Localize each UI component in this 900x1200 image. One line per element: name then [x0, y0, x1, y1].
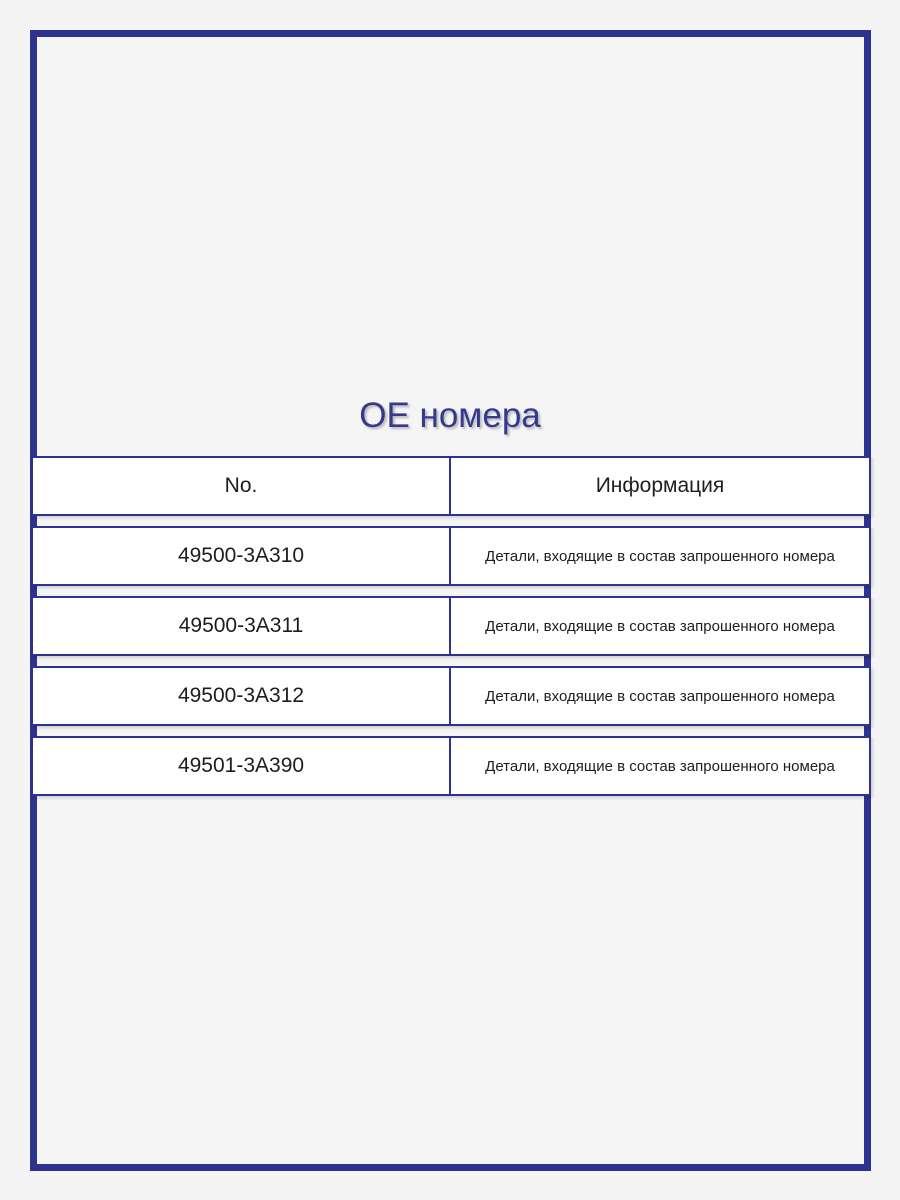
table-row [31, 596, 871, 656]
header-info: Информация [595, 474, 725, 497]
info-cell: Детали, входящие в состав запрошенного номера [485, 687, 835, 705]
part-number-cell: 49501-3A390 [33, 738, 451, 794]
table-row [31, 666, 871, 726]
part-number-cell: 49500-3A311 [33, 598, 451, 654]
info-cell: Детали, входящие в состав запрошенного номера [485, 547, 835, 565]
info-cell: Детали, входящие в состав запрошенного номера [485, 757, 835, 775]
page-title: OE номера [359, 396, 541, 435]
table-row [31, 736, 871, 796]
table-row [31, 526, 871, 586]
header-no: No. [33, 458, 451, 514]
part-number-cell: 49500-3A312 [33, 668, 451, 724]
info-cell: Детали, входящие в состав запрошенного номера [485, 617, 835, 635]
table-header-row [31, 456, 871, 516]
part-number-cell: 49500-3A310 [33, 528, 451, 584]
